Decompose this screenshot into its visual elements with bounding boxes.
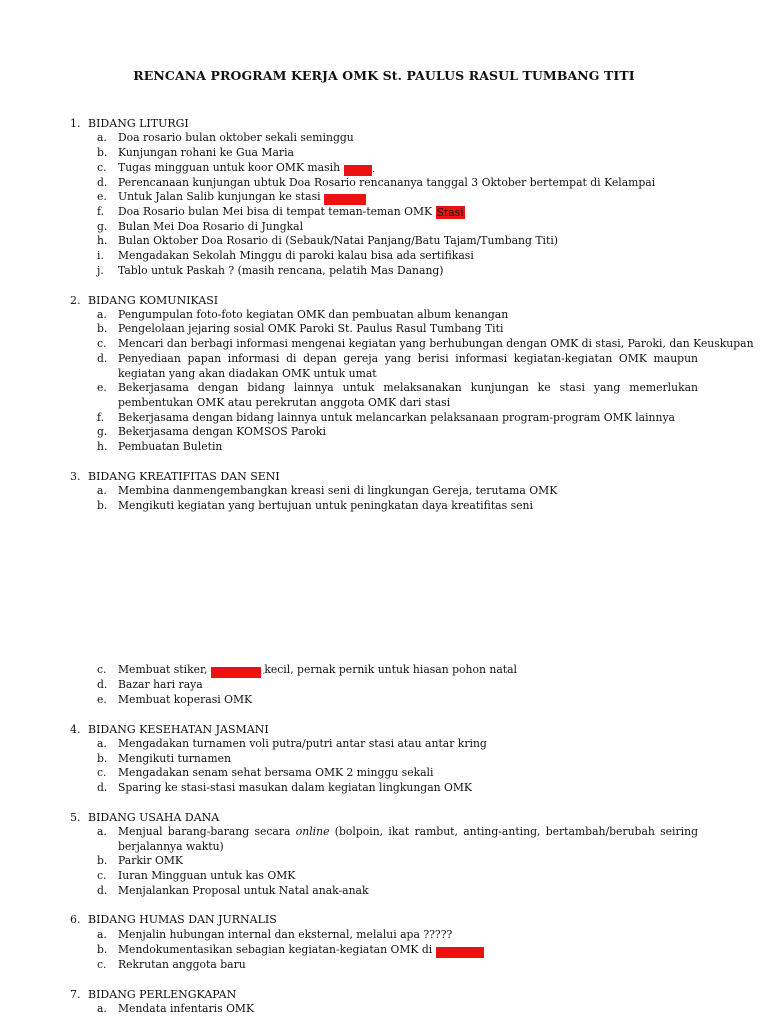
list-item: b. Mengikuti turnamen <box>97 752 231 765</box>
highlighted-text: Stasi <box>436 206 464 219</box>
list-item: b. Mengikuti kegiatan yang bertujuan untuk peningkatan daya kreatifitas seni <box>97 499 533 512</box>
list-item: a. Doa rosario bulan oktober sekali seminggu <box>97 131 354 144</box>
list-item: a. Mengadakan turnamen voli putra/putri antar stasi atau antar kring <box>97 737 487 750</box>
list-item: c. Rekrutan anggota baru <box>97 958 246 971</box>
list-item: d. Perencanaan kunjungan ubtuk Doa Rosario rencananya tanggal 3 Oktober bertempat di Kelampai <box>97 176 656 189</box>
list-item: j. Tablo untuk Paskah ? (masih rencana, pelatih Mas Danang) <box>97 264 444 277</box>
list-item: d. Menjalankan Proposal untuk Natal anak-anak <box>97 884 369 897</box>
list-item: e. Membuat koperasi OMK <box>97 693 253 706</box>
list-item: i. Mengadakan Sekolah Minggu di paroki kalau bisa ada sertifikasi <box>97 249 474 262</box>
list-item: c. Mencari dan berbagi informasi mengenai kegiatan yang berhubungan dengan OMK di stasi, Paroki, dan Keuskupan <box>97 337 754 350</box>
list-item: a. Pengumpulan foto-foto kegiatan OMK dan pembuatan album kenangan <box>97 308 509 321</box>
list-item: b. Pengelolaan jejaring sosial OMK Paroki St. Paulus Rasul Tumbang Titi <box>97 322 504 335</box>
list-item: d. Sparing ke stasi-stasi masukan dalam kegiatan lingkungan OMK <box>97 781 472 794</box>
section-heading-perlengkapan: 7. BIDANG PERLENGKAPAN <box>70 988 237 1001</box>
list-item: a. Menjalin hubungan internal dan eksternal, melalui apa ????? <box>97 928 453 941</box>
redaction-mark: ................... <box>210 667 266 677</box>
document-title: RENCANA PROGRAM KERJA OMK St. PAULUS RASUL TUMBANG TITI <box>133 68 635 83</box>
redaction-mark: ........... <box>343 165 375 175</box>
list-item: b. Mendokumentasikan sebagian kegiatan-kegiatan OMK di ................ <box>97 943 484 958</box>
list-item: c. Mengadakan senam sehat bersama OMK 2 minggu sekali <box>97 766 434 779</box>
list-item: e. Untuk Jalan Salib kunjungan ke stasi ............. <box>97 190 366 205</box>
section-heading-humas: 6. BIDANG HUMAS DAN JURNALIS <box>70 913 277 926</box>
list-item: h. Bulan Oktober Doa Rosario di (Sebauk/Natai Panjang/Batu Tajam/Tumbang Titi) <box>97 234 559 247</box>
list-item: c. Iuran Mingguan untuk kas OMK <box>97 869 296 882</box>
section-heading-usaha-dana: 5. BIDANG USAHA DANA <box>70 811 220 824</box>
list-item: h. Pembuatan Buletin <box>97 440 223 453</box>
section-heading-kesehatan: 4. BIDANG KESEHATAN JASMANI <box>70 723 269 736</box>
list-item: g. Bekerjasama dengan KOMSOS Paroki <box>97 425 326 438</box>
list-item: b. Parkir OMK <box>97 854 183 867</box>
list-item: a. Mendata infentaris OMK <box>97 1002 255 1015</box>
list-item: b. Kunjungan rohani ke Gua Maria <box>97 146 294 159</box>
section-heading-komunikasi: 2. BIDANG KOMUNIKASI <box>70 294 219 307</box>
redaction-mark: ............. <box>324 194 366 205</box>
list-item: g. Bulan Mei Doa Rosario di Jungkal <box>97 220 304 233</box>
list-item: c. Membuat stiker, ................... kecil, pernak pernik untuk hiasan pohon natal <box>97 663 517 677</box>
list-item: d. Penyediaan papan informasi di depan gereja yang berisi informasi kegiatan-kegiatan OMK maupun kegiatan yang akan diadakan OMK untuk umat <box>97 352 698 380</box>
section-heading-liturgi: 1. BIDANG LITURGI <box>70 117 189 130</box>
list-item: f. Doa Rosario bulan Mei bisa di tempat teman-teman OMK Stasi <box>97 205 464 219</box>
list-item: d. Bazar hari raya <box>97 678 203 691</box>
list-item: f. Bekerjasama dengan bidang lainnya untuk melancarkan pelaksanaan program-program OMK lainnya <box>97 411 675 424</box>
section-heading-kreatifitas: 3. BIDANG KREATIFITAS DAN SENI <box>70 470 280 483</box>
list-item: c. Tugas mingguan untuk koor OMK masih ........... <box>97 161 375 175</box>
list-item: e. Bekerjasama dengan bidang lainnya untuk melaksanakan kunjungan ke stasi yang memerlukan pembentukan OMK atau perekrutan anggota OMK dari stasi <box>97 381 698 409</box>
list-item: a. Menjual barang-barang secara online (bolpoin, ikat rambut, anting-anting, bertambah/berubah seiring berjalannya waktu) <box>97 825 698 853</box>
list-item: a. Membina danmengembangkan kreasi seni di lingkungan Gereja, terutama OMK <box>97 484 558 497</box>
redaction-mark: ................ <box>436 947 484 958</box>
